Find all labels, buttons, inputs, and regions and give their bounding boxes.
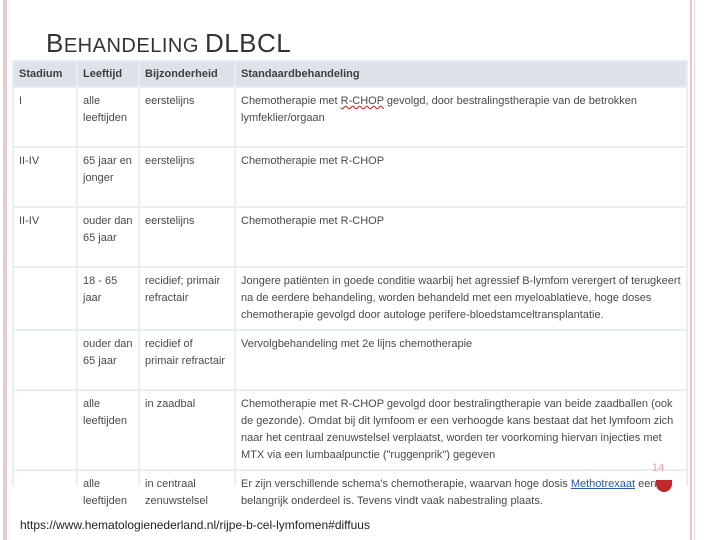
cell-behandeling: Chemotherapie met R-CHOP [236, 148, 686, 206]
cell-bijzonderheid: eerstelijns [140, 208, 234, 266]
slide-frame-right-inner [694, 0, 695, 540]
table-header-row [14, 62, 686, 86]
cell-bijzonderheid: in centraal zenuwstelsel [140, 471, 234, 515]
cell-stadium: I [14, 88, 76, 146]
slide-title [46, 28, 291, 59]
cell-behandeling [236, 471, 686, 515]
slide-frame-left [3, 0, 7, 540]
cell-leeftijd: ouder dan 65 jaar [78, 331, 138, 389]
cell-leeftijd: 65 jaar en jonger [78, 148, 138, 206]
title-initial: B [46, 28, 64, 58]
table-row [14, 148, 686, 206]
cell-leeftijd: alle leeftijden [78, 391, 138, 469]
cell-behandeling [236, 88, 686, 146]
cell-bijzonderheid: eerstelijns [140, 148, 234, 206]
cell-bijzonderheid: in zaadbal [140, 391, 234, 469]
table-row [14, 88, 686, 146]
table-row [14, 391, 686, 469]
table-row [14, 471, 686, 515]
spellcheck-mark: R-CHOP [340, 95, 384, 107]
cell-leeftijd: 18 - 65 jaar [78, 268, 138, 329]
cell-leeftijd: alle leeftijden [78, 88, 138, 146]
header-bijzonderheid: Bijzonderheid [140, 62, 234, 86]
cell-behandeling: Vervolgbehandeling met 2e lijns chemotherapie [236, 331, 686, 389]
table-row [14, 208, 686, 266]
table-row [14, 331, 686, 389]
treatment-table-image [12, 60, 688, 507]
title-rest: EHANDELING [63, 35, 205, 57]
behandeling-text-rest: een belangrijk onderdeel is. Tevens vindt vaak nabestraling plaats. [241, 478, 657, 507]
header-leeftijd: Leeftijd [78, 62, 138, 86]
cell-stadium [14, 471, 76, 515]
cell-leeftijd: ouder dan 65 jaar [78, 208, 138, 266]
methotrexaat-link[interactable]: Methotrexaat [570, 478, 636, 490]
cell-leeftijd: alle leeftijden [78, 471, 138, 515]
cell-bijzonderheid: recidief; primair refractair [140, 268, 234, 329]
header-stadium: Stadium [14, 62, 76, 86]
cell-stadium: II-IV [14, 208, 76, 266]
title-tail: DLBCL [204, 28, 292, 58]
treatment-table [12, 60, 688, 517]
page-number: 14 [652, 462, 665, 474]
behandeling-text-rest: gevolgd, door bestralingstherapie van de betrokken lymfeklier/orgaan [241, 95, 638, 124]
cell-behandeling: Chemotherapie met R-CHOP gevolgd door bestralingtherapie van beide zaadballen (ook de gezonde). Omdat bij dit lymfoom er een verhoogde kans bestaat dat het lymfoom zich naar het centraal zenuwstelsel verplaatst, worden ter voorkoming hiervan injecties met MTX via een lumbaalpunctie ("ruggenprik") gegeven [236, 391, 686, 469]
cell-bijzonderheid: recidief of primair refractair [140, 331, 234, 389]
cell-stadium: II-IV [14, 148, 76, 206]
cell-stadium [14, 391, 76, 469]
source-url: https://www.hematologienederland.nl/rijpe-b-cel-lymfomen#diffuus [20, 518, 370, 532]
cell-behandeling: Chemotherapie met R-CHOP [236, 208, 686, 266]
cell-stadium [14, 268, 76, 329]
cell-stadium [14, 331, 76, 389]
table-row [14, 268, 686, 329]
header-standaardbehandeling: Standaardbehandeling [236, 62, 686, 86]
slide-frame-right [690, 0, 692, 540]
behandeling-text: Chemotherapie met [241, 95, 341, 107]
cell-behandeling: Jongere patiënten in goede conditie waarbij het agressief B-lymfom verergert of terugkeert na de eerdere behandeling, worden behandeld met een myeloablatieve, hoge doses chemotherapie gevolgd door autologe perifere-bloedstamceltransplantatie. [236, 268, 686, 329]
behandeling-text: Er zijn verschillende schema's chemotherapie, waarvan hoge dosis [241, 478, 571, 490]
cell-bijzonderheid: eerstelijns [140, 88, 234, 146]
